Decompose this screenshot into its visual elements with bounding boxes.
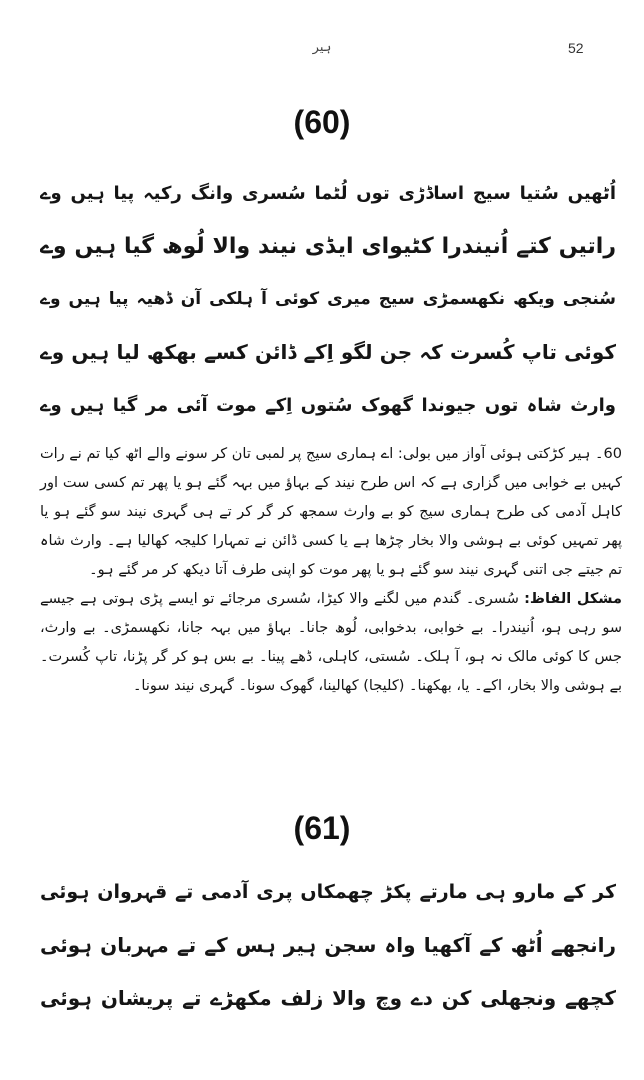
page-number: 52 [568, 40, 584, 56]
section-61-heading: (61) [293, 810, 351, 846]
section-61-poem [40, 866, 616, 1025]
verse-line: کوئی تاپ کُسرت کہ جن لگو اِکے ڈائن کسے بھکھ لیا ہیں وے [40, 340, 616, 364]
verse-line: سُنجی ویکھ نکھسمڑی سیج میری کوئی آ ہلکی آن ڈھیہ پیا ہیں وے [40, 289, 616, 309]
verse-line: وارث شاہ توں جیوندا گھوک سُتوں اِکے موت آئی مر گیا ہیں وے [40, 395, 616, 416]
verse-line: راتیں کتے اُنیندرا کٹیوای ایڈی نیند والا لُوھ گیا ہیں وے [40, 234, 616, 259]
translation-paragraph: 60۔ ہیر کڑکتی ہوئی آواز میں بولی: اے ہماری سیج پر لمبی تان کر سونے والے اٹھ کیا تم نے رات کہیں بے خوابی میں گزاری ہے کہ اس طرح نیند کے بہاؤ میں بہہ گئے ہو یا پھر تم کسی ست اور کاہل آدمی کی طرح ہماری سیج کو بے وارث سمجھ کر گر کر تے ہی گہری نیند سو گئے ہو یا پھر تمہیں کوئی بے ہوشی والا بخار چڑھا ہے یا کسی ڈائن نے تمہارا کلیجہ کھالیا ہے۔ وارث شاہ تم جیتے جی اتنی گہری نیند سو گئے ہو یا پھر موت کو اپنی طرف آتا دیکھ کر مر گئے ہو۔ [40, 446, 622, 578]
running-title: ہیر [312, 40, 332, 55]
section-60-heading: (60) [293, 104, 351, 140]
glossary-label: مشکل الفاظ: [524, 591, 623, 607]
verse-line: کچھے ونجھلی کن دے وچ والا زلف مکھڑے تے پریشان ہوئی [40, 986, 616, 1010]
verse-line: رانجھے اُٹھ کے آکھیا واہ سجن ہیر ہس کے تے مہربان ہوئی [40, 933, 616, 957]
glossary-paragraph [40, 585, 622, 701]
verse-line: کر کے مارو ہی مارتے پکڑ چھمکاں پری آدمی تے قہروان ہوئی [40, 881, 616, 903]
section-60-poem [40, 167, 616, 432]
section-60-commentary [40, 440, 622, 701]
glossary-text: سُسری۔ گندم میں لگنے والا کیڑا، سُسری مرجائے تو ایسے پڑی ہوتی ہے جیسے سو رہی ہو، اُنیندرا۔ بے خوابی، بدخوابی، لُوھ جانا۔ بہاؤ میں بہہ جانا، نکھسمڑی۔ بے وارث، جس کا کوئی مالک نہ ہو، آ ہلک۔ سُستی، کاہلی، ڈھے پینا۔ بے بس ہو کر گر پڑنا، تاپ کُسرت۔ بے ہوشی والا بخار، اکے۔ یا، بھکھنا۔ (کلیجا) کھالینا، گھوک سونا۔ گہری نیند سونا۔ [40, 591, 622, 694]
verse-line: اُٹھیں سُتیا سیج اساڈڑی توں لُٹما سُسری وانگ رکیہ پیا ہیں وے [40, 183, 616, 204]
